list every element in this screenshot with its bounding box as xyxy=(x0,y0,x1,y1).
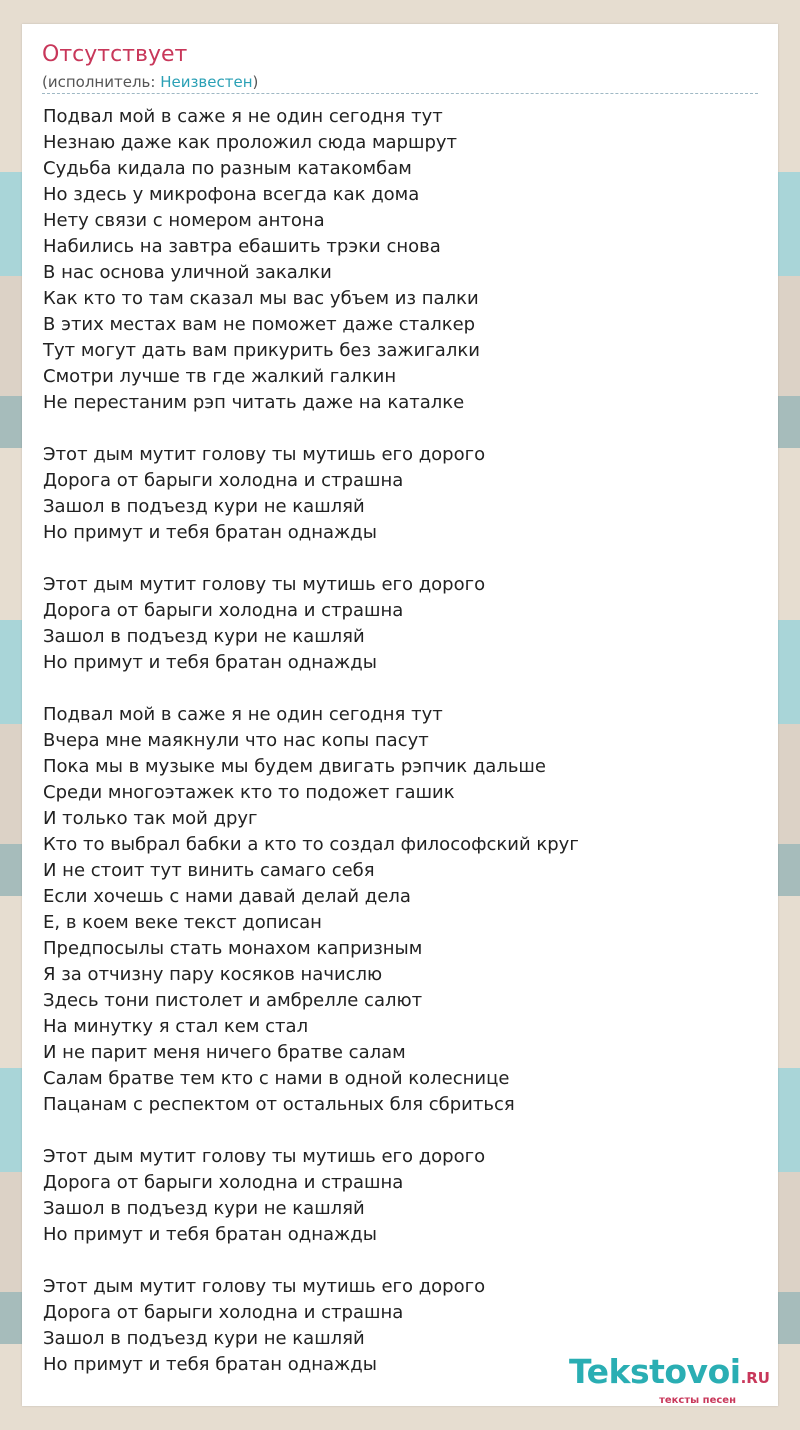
lyrics-line: Подвал мой в саже я не один сегодня тут xyxy=(43,704,443,725)
lyrics-line: Подвал мой в саже я не один сегодня тут xyxy=(43,106,443,127)
lyrics-line: Зашол в подъезд кури не кашляй xyxy=(43,496,365,517)
lyrics-line: Как кто то там сказал мы вас убъем из палки xyxy=(43,288,479,309)
site-logo[interactable] xyxy=(569,1352,770,1406)
lyrics-line: Этот дым мутит голову ты мутишь его дорого xyxy=(43,1276,486,1297)
lyrics-line: Этот дым мутит голову ты мутишь его дорого xyxy=(43,574,486,595)
lyrics-line: Дорога от барыги холодна и страшна xyxy=(43,1172,404,1193)
lyrics-spacer xyxy=(43,416,763,442)
lyrics-card xyxy=(22,24,778,1406)
lyrics-line: Нету связи с номером антона xyxy=(43,210,325,231)
lyrics-line: На минутку я стал кем стал xyxy=(43,1016,309,1037)
lyrics-line: Судьба кидала по разным катакомбам xyxy=(43,158,412,179)
lyrics-line: В нас основа уличной закалки xyxy=(43,262,332,283)
logo-tld: .RU xyxy=(740,1369,770,1387)
lyrics-line: Я за отчизну пару косяков начислю xyxy=(43,964,383,985)
lyrics-line: И только так мой друг xyxy=(43,808,258,829)
artist-line xyxy=(42,73,258,91)
lyrics-line: Незнаю даже как проложил сюда маршрут xyxy=(43,132,458,153)
lyrics-line: Смотри лучше тв где жалкий галкин xyxy=(43,366,397,387)
lyrics-line: Но примут и тебя братан однажды xyxy=(43,1224,377,1245)
lyrics-spacer xyxy=(43,676,763,702)
lyrics-line: Предпосылы стать монахом капризным xyxy=(43,938,423,959)
lyrics-line: Тут могут дать вам прикурить без зажигалки xyxy=(43,340,480,361)
lyrics-line: Пацанам с респектом от остальных бля сбриться xyxy=(43,1094,515,1115)
lyrics-line: Вчера мне маякнули что нас копы пасут xyxy=(43,730,429,751)
lyrics-line: Здесь тони пистолет и амбрелле салют xyxy=(43,990,423,1011)
lyrics-line: Если хочешь с нами давай делай дела xyxy=(43,886,411,907)
lyrics-line: И не стоит тут винить самаго себя xyxy=(43,860,375,881)
lyrics-line: Зашол в подъезд кури не кашляй xyxy=(43,1328,365,1349)
lyrics-line: Среди многоэтажек кто то подожет гашик xyxy=(43,782,455,803)
lyrics-line: Салам братве тем кто с нами в одной колеснице xyxy=(43,1068,510,1089)
artist-link[interactable]: Неизвестен xyxy=(160,73,253,91)
artist-suffix: ) xyxy=(252,73,259,91)
lyrics-spacer xyxy=(43,1118,763,1144)
lyrics-line: Кто то выбрал бабки а кто то создал философский круг xyxy=(43,834,579,855)
lyrics-line: Но здесь у микрофона всегда как дома xyxy=(43,184,420,205)
lyrics-line: Но примут и тебя братан однажды xyxy=(43,1354,377,1375)
artist-prefix: (исполнитель: xyxy=(42,73,161,91)
lyrics-line: Этот дым мутит голову ты мутишь его дорого xyxy=(43,1146,486,1167)
lyrics-line: Дорога от барыги холодна и страшна xyxy=(43,600,404,621)
lyrics-line: Но примут и тебя братан однажды xyxy=(43,652,377,673)
lyrics-line: Дорога от барыги холодна и страшна xyxy=(43,1302,404,1323)
lyrics-line: Набились на завтра ебашить трэки снова xyxy=(43,236,441,257)
lyrics-line: И не парит меня ничего братве салам xyxy=(43,1042,406,1063)
lyrics-line: Е, в коем веке текст дописан xyxy=(43,912,322,933)
song-title: Отсутствует xyxy=(42,42,188,67)
lyrics-spacer xyxy=(43,546,763,572)
logo-name: Tekstovoi xyxy=(569,1352,741,1391)
title-divider xyxy=(42,93,758,94)
lyrics-line: В этих местах вам не поможет даже сталкер xyxy=(43,314,476,335)
logo-tagline: тексты песен xyxy=(659,1395,736,1406)
lyrics-line: Не перестаним рэп читать даже на каталке xyxy=(43,392,465,413)
lyrics-line: Дорога от барыги холодна и страшна xyxy=(43,470,404,491)
lyrics-line: Зашол в подъезд кури не кашляй xyxy=(43,1198,365,1219)
lyrics-text xyxy=(43,104,763,1378)
lyrics-spacer xyxy=(43,1248,763,1274)
lyrics-line: Этот дым мутит голову ты мутишь его дорого xyxy=(43,444,486,465)
lyrics-line: Зашол в подъезд кури не кашляй xyxy=(43,626,365,647)
lyrics-line: Но примут и тебя братан однажды xyxy=(43,522,377,543)
lyrics-line: Пока мы в музыке мы будем двигать рэпчик дальше xyxy=(43,756,546,777)
